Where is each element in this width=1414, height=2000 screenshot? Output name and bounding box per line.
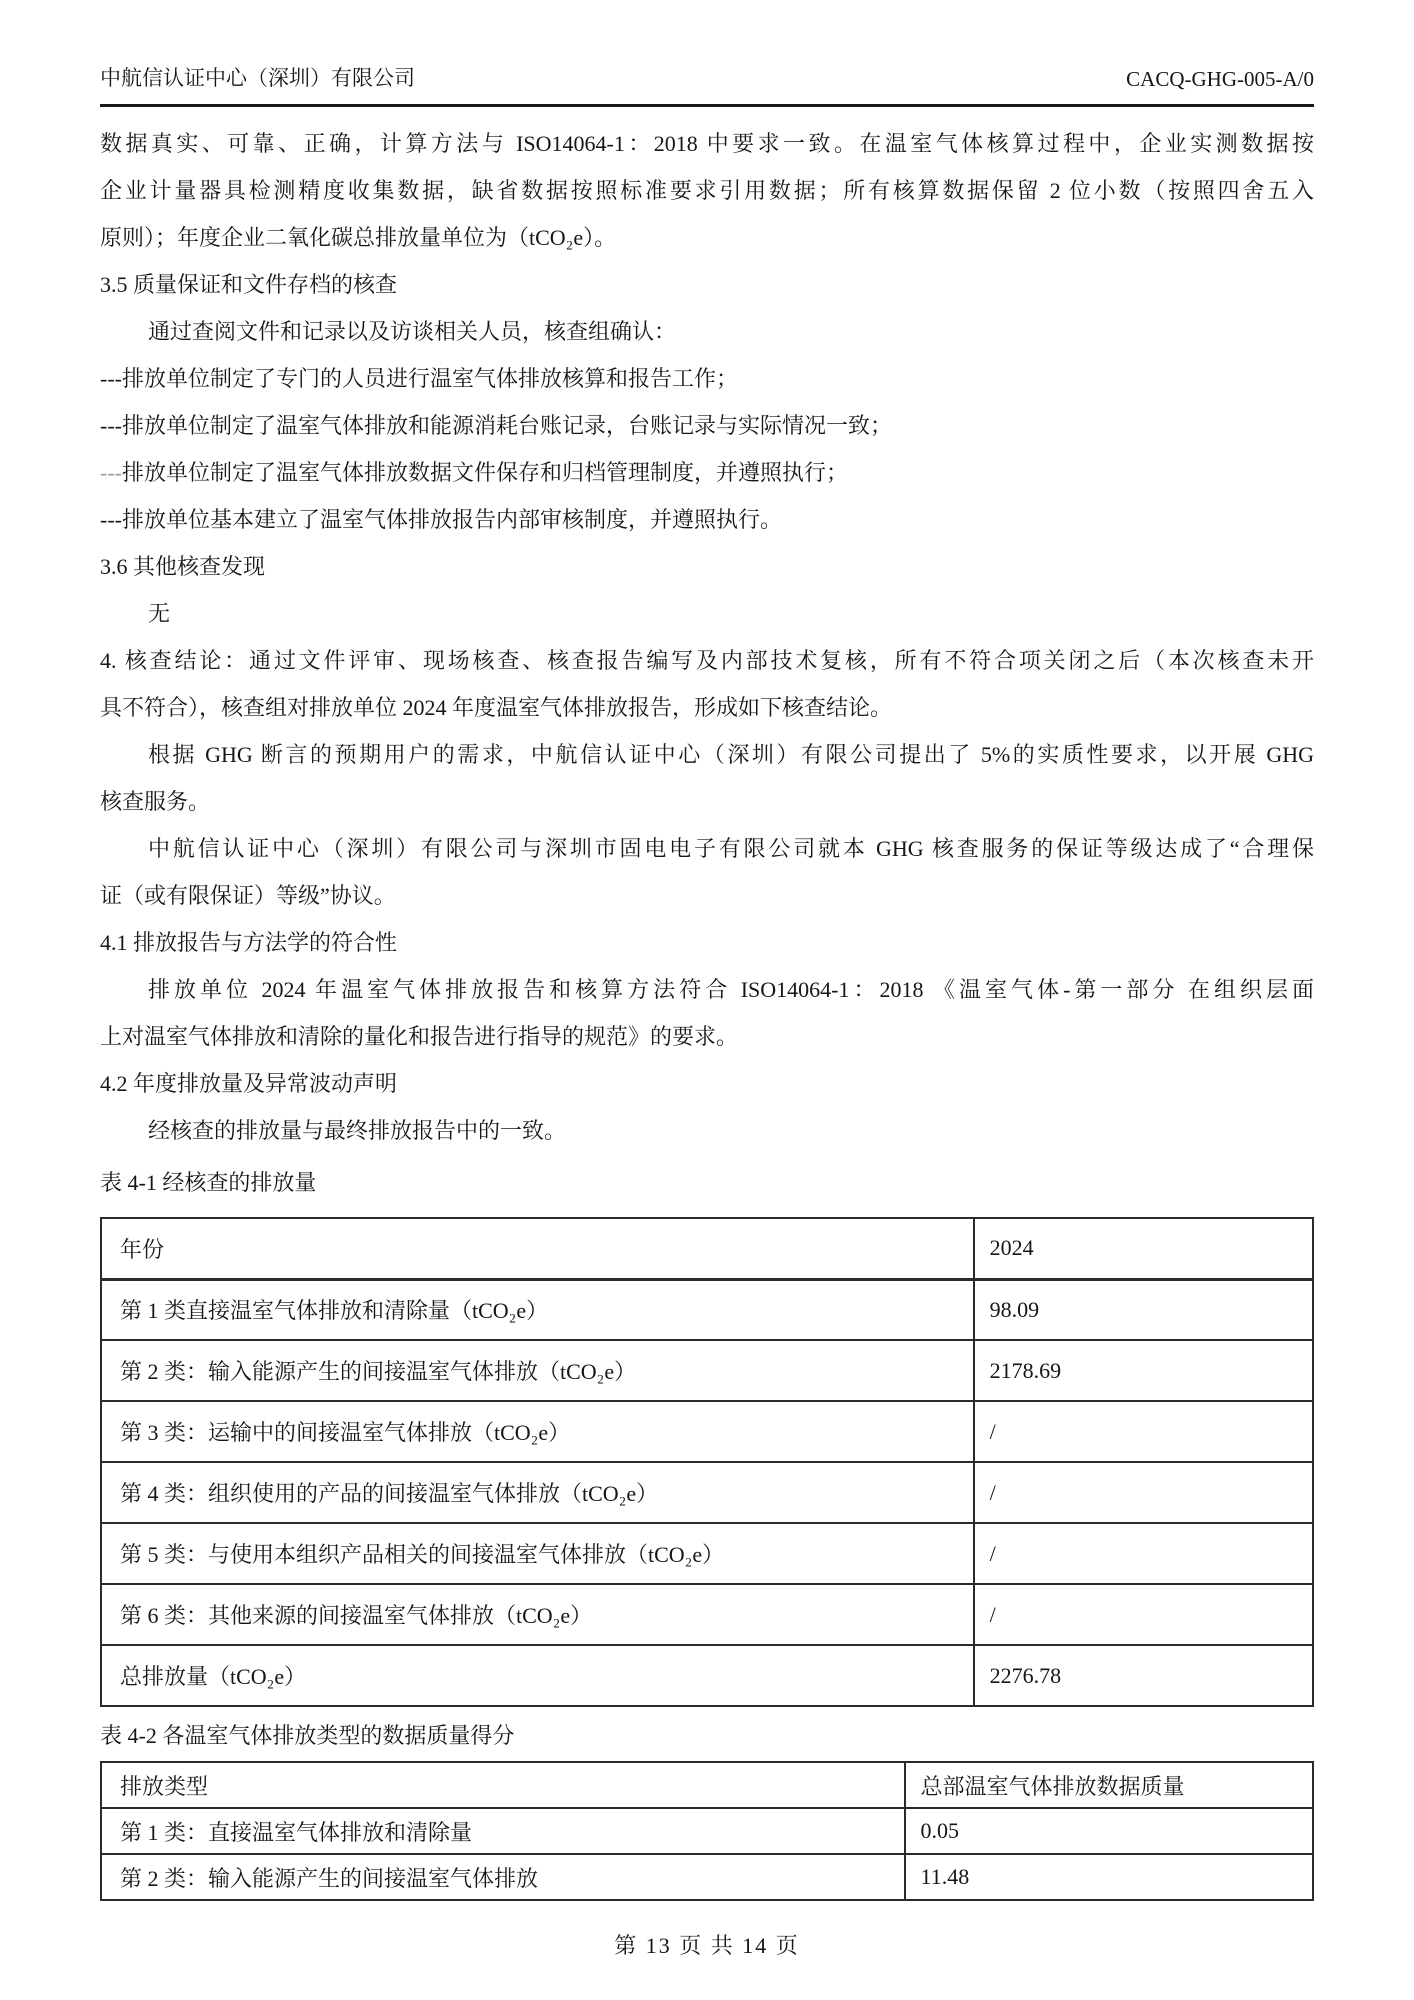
body-line: 上对温室气体排放和清除的量化和报告进行指导的规范》的要求。 [100, 1024, 739, 1049]
body-line: 具不符合），核查组对排放单位 2024 年度温室气体排放报告，形成如下核查结论。 [100, 695, 893, 720]
row-label-cell: 第 5 类：与使用本组织产品相关的间接温室气体排放（tCO₂e） [101, 1523, 974, 1584]
body-line: 通过查阅文件和记录以及访谈相关人员，核查组确认： [148, 319, 677, 344]
table-row [101, 1279, 1313, 1340]
table-row [101, 1462, 1313, 1523]
page-number: 第 13 页 共 14 页 [614, 1933, 800, 1958]
data-quality-score-table [100, 1761, 1314, 1901]
table-row [101, 1808, 1313, 1854]
verified-emissions-table [100, 1217, 1314, 1707]
row-value-cell: / [974, 1462, 1313, 1523]
row-label-cell: 总排放量（tCO₂e） [101, 1645, 974, 1706]
row-value-cell: / [974, 1523, 1313, 1584]
table-row [101, 1584, 1313, 1645]
dash-prefix: --- [100, 460, 122, 485]
page-content [100, 0, 1314, 1960]
row-value-cell: / [974, 1401, 1313, 1462]
row-value-cell: 2024 [974, 1218, 1313, 1279]
row-label-cell: 第 2 类：输入能源产生的间接温室气体排放 [101, 1854, 905, 1900]
table-row [101, 1854, 1313, 1900]
section-heading-4-2: 4.2 年度排放量及异常波动声明 [100, 1071, 398, 1096]
row-value-cell: 0.05 [905, 1808, 1313, 1854]
row-label-cell: 第 2 类：输入能源产生的间接温室气体排放（tCO₂e） [101, 1340, 974, 1401]
table-row [101, 1401, 1313, 1462]
body-line: 根据 GHG 断言的预期用户的需求，中航信认证中心（深圳）有限公司提出了 5%的实质性要求，以开展 GHG [148, 742, 1314, 767]
section-heading-3-5: 3.5 质量保证和文件存档的核查 [100, 272, 398, 297]
body-line: 无 [148, 601, 171, 626]
row-value-cell: 98.09 [974, 1279, 1313, 1340]
table-row [101, 1523, 1313, 1584]
section-heading-4: 4. 核查结论：通过文件评审、现场核查、核查报告编写及内部技术复核，所有不符合项关闭之后（本次核查未开 [100, 648, 1314, 673]
table-title: 表 4-1 经核查的排放量 [100, 1170, 317, 1195]
section-heading-3-6: 3.6 其他核查发现 [100, 554, 266, 579]
body-line: 核查服务。 [100, 789, 211, 814]
body-line: 数据真实、可靠、正确，计算方法与 ISO14064-1：2018 中要求一致。在温室气体核算过程中，企业实测数据按 [100, 131, 1314, 156]
row-label-cell: 年份 [101, 1218, 974, 1279]
table-row [101, 1762, 1313, 1808]
body-line: 中航信认证中心（深圳）有限公司与深圳市固电电子有限公司就本 GHG 核查服务的保证等级达成了“合理保 [148, 836, 1314, 861]
row-label-cell: 第 1 类：直接温室气体排放和清除量 [101, 1808, 905, 1854]
table-row [101, 1645, 1313, 1706]
body-line: ---排放单位制定了温室气体排放和能源消耗台账记录，台账记录与实际情况一致； [100, 413, 892, 438]
body-line: 企业计量器具检测精度收集数据，缺省数据按照标准要求引用数据；所有核算数据保留 2 位小数（按照四舍五入 [100, 178, 1314, 203]
document-body [100, 107, 1314, 1901]
row-value-cell: 11.48 [905, 1854, 1313, 1900]
row-label-cell: 第 1 类直接温室气体排放和清除量（tCO₂e） [101, 1279, 974, 1340]
table-row [101, 1218, 1313, 1279]
body-line: 排放单位 2024 年温室气体排放报告和核算方法符合 ISO14064-1：2018 《温室气体-第一部分 在组织层面 [148, 977, 1314, 1002]
body-line: 经核查的排放量与最终排放报告中的一致。 [148, 1118, 567, 1143]
table-title: 表 4-2 各温室气体排放类型的数据质量得分 [100, 1723, 515, 1748]
row-value-cell: / [974, 1584, 1313, 1645]
section-heading-4-1: 4.1 排放报告与方法学的符合性 [100, 930, 398, 955]
row-label-cell: 第 6 类：其他来源的间接温室气体排放（tCO₂e） [101, 1584, 974, 1645]
row-value-cell: 总部温室气体排放数据质量 [905, 1762, 1313, 1808]
body-line: 证（或有限保证）等级”协议。 [100, 883, 396, 908]
company-name: 中航信认证中心（深圳）有限公司 [100, 66, 415, 90]
body-line: ---排放单位基本建立了温室气体排放报告内部审核制度，并遵照执行。 [100, 507, 782, 532]
body-line: 原则）；年度企业二氧化碳总排放量单位为（tCO₂e）。 [100, 225, 617, 250]
row-value-cell: 2276.78 [974, 1645, 1313, 1706]
row-label-cell: 第 4 类：组织使用的产品的间接温室气体排放（tCO₂e） [101, 1462, 974, 1523]
page-header [100, 0, 1314, 107]
doc-code: CACQ-GHG-005-A/0 [1126, 67, 1314, 91]
row-label-cell: 第 3 类：运输中的间接温室气体排放（tCO₂e） [101, 1401, 974, 1462]
table-row [101, 1340, 1313, 1401]
row-label-cell: 排放类型 [101, 1762, 905, 1808]
body-line: ---排放单位制定了专门的人员进行温室气体排放核算和报告工作； [100, 366, 738, 391]
row-value-cell: 2178.69 [974, 1340, 1313, 1401]
body-line [100, 449, 1314, 496]
body-line-text: 排放单位制定了温室气体排放数据文件保存和归档管理制度，并遵照执行； [121, 460, 848, 485]
